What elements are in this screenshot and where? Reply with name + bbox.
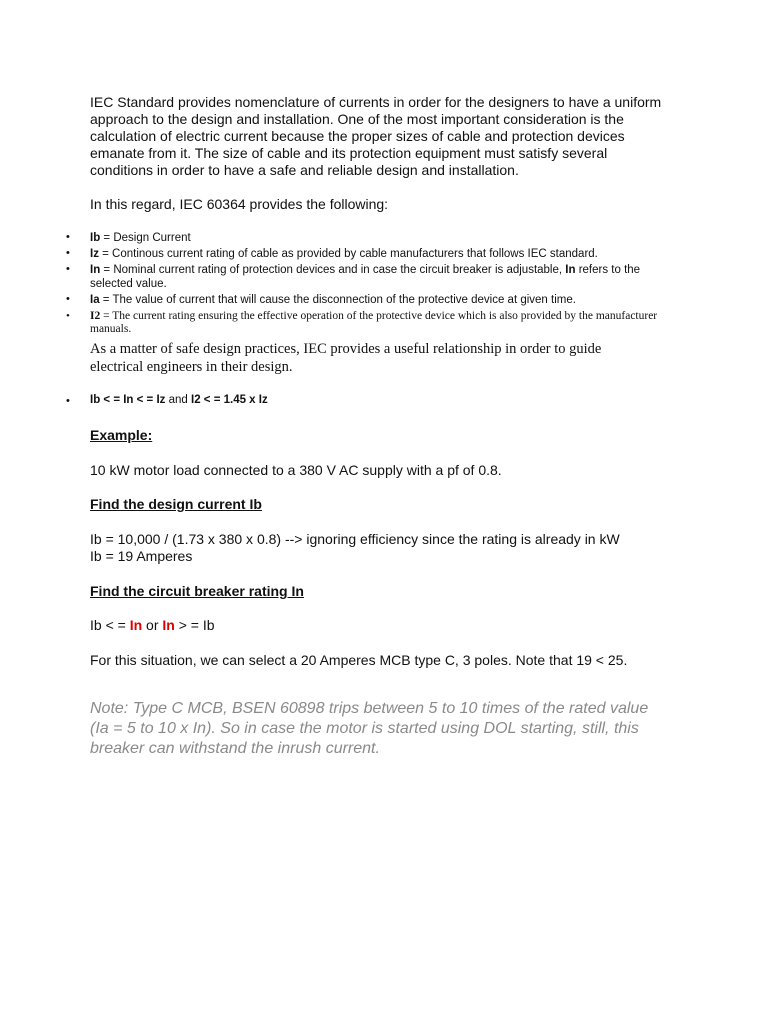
example-text: 10 kW motor load connected to a 380 V AC supply with a pf of 0.8. bbox=[90, 462, 502, 478]
definition-text: = The current rating ensuring the effective operation of the protective device which is also provided by the manufacturer manuals. bbox=[90, 310, 658, 335]
definition-term-inline: In bbox=[565, 264, 576, 276]
definition-term: In bbox=[90, 264, 101, 276]
bullet-icon: • bbox=[66, 395, 70, 407]
bullet-icon: • bbox=[66, 310, 70, 322]
relationship-part2: I2 < = 1.45 x Iz bbox=[191, 394, 268, 406]
design-current-calc: Ib = 10,000 / (1.73 x 380 x 0.8) --> ignoring efficiency since the rating is already in kW bbox=[90, 531, 620, 547]
breaker-relation bbox=[90, 617, 215, 633]
definition-text: = Design Current bbox=[100, 232, 191, 244]
relationship-and: and bbox=[165, 394, 191, 406]
selection-text: For this situation, we can select a 20 Amperes MCB type C, 3 poles. Note that 19 < 25. bbox=[90, 652, 628, 668]
definition-term: Iz bbox=[90, 248, 99, 260]
definition-term: I2 bbox=[90, 310, 101, 322]
breaker-relation-a: Ib < = bbox=[90, 617, 130, 633]
practice-paragraph: As a matter of safe design practices, IEC provides a useful relationship in order to guide electrical engineers in their design. bbox=[90, 341, 602, 375]
definition-text: = The value of current that will cause the disconnection of the protective device at given time. bbox=[99, 294, 576, 306]
breaker-heading: Find the circuit breaker rating In bbox=[90, 583, 304, 599]
intro-paragraph: IEC Standard provides nomenclature of currents in order for the designers to have a uniform approach to the design and installation. One of the most important consideration is the calculation of electric current because the proper sizes of cable and protection devices emanate from it. The size of cable and its protection equipment must satisfy several conditions in order to have a safe and reliable design and installation. bbox=[90, 94, 662, 178]
design-current-heading: Find the design current Ib bbox=[90, 496, 262, 512]
breaker-relation-or: or bbox=[142, 617, 163, 633]
breaker-relation-in-2: In bbox=[162, 617, 175, 633]
relationship-part1: Ib < = In < = Iz bbox=[90, 394, 166, 406]
bullet-icon: • bbox=[66, 247, 70, 259]
bullet-icon: • bbox=[66, 293, 70, 305]
definition-text-cont: refers to the selected value. bbox=[90, 264, 641, 290]
definition-term: Ib bbox=[90, 232, 101, 244]
design-current-result: Ib = 19 Amperes bbox=[90, 548, 193, 564]
definition-text: = Continous current rating of cable as provided by cable manufacturers that follows IEC standard. bbox=[98, 248, 598, 260]
example-heading: Example: bbox=[90, 427, 153, 443]
definition-term: Ia bbox=[90, 294, 100, 306]
regard-line: In this regard, IEC 60364 provides the following: bbox=[90, 196, 389, 212]
bullet-icon: • bbox=[66, 231, 70, 243]
breaker-relation-e: > = Ib bbox=[174, 617, 215, 633]
bullet-icon: • bbox=[66, 263, 70, 275]
definition-text: = Nominal current rating of protection devices and in case the circuit breaker is adjustable, bbox=[100, 264, 566, 276]
breaker-relation-in-1: In bbox=[129, 617, 143, 633]
note-paragraph: Note: Type C MCB, BSEN 60898 trips between 5 to 10 times of the rated value (Ia = 5 to 10 x In). So in case the motor is started using DOL starting, still, this breaker can withstand the inrush current. bbox=[90, 700, 649, 757]
